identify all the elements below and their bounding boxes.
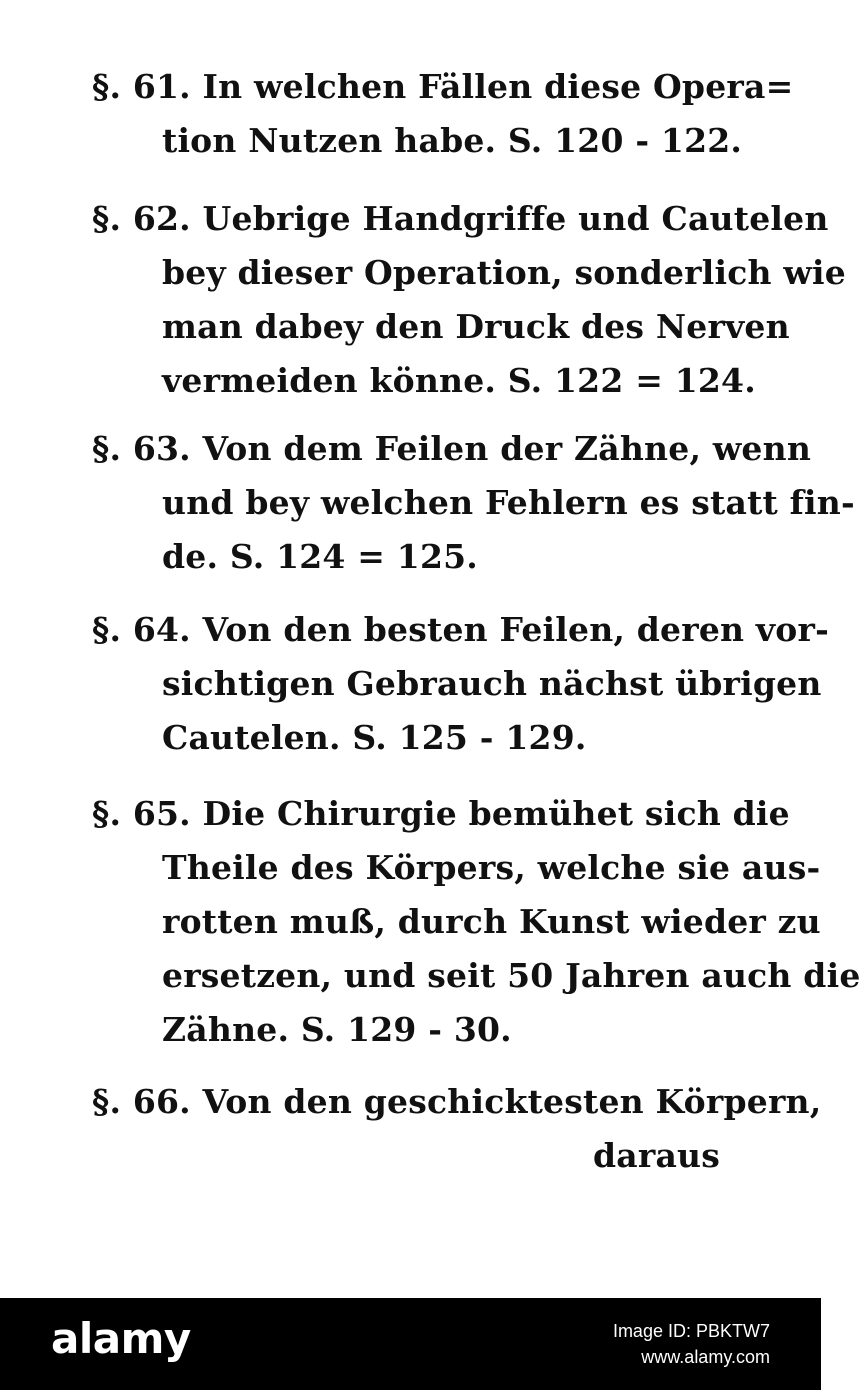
entry-61 (92, 60, 794, 168)
entry-line: Zähne. S. 129 - 30. (162, 1010, 512, 1049)
entry-62 (92, 192, 846, 408)
entry-line: sichtigen Gebrauch nächst übrigen (162, 664, 822, 703)
entry-line: rotten muß, durch Kunst wieder zu (162, 902, 821, 941)
entry-line: man dabey den Druck des Nerven (162, 307, 790, 346)
entry-line: §. 66. Von den geschicktesten Körpern, (92, 1082, 822, 1121)
entry-line: de. S. 124 = 125. (162, 537, 478, 576)
site-url: www.alamy.com (641, 1347, 770, 1367)
entry-line: vermeiden könne. S. 122 = 124. (162, 361, 756, 400)
watermark-footer (0, 1298, 821, 1390)
entry-line: ersetzen, und seit 50 Jahren auch die (162, 956, 861, 995)
alamy-logo: alamy (51, 1314, 191, 1363)
entry-66 (92, 1075, 822, 1183)
entry-65 (92, 787, 861, 1057)
entry-line: §. 62. Uebrige Handgriffe und Cautelen (92, 199, 829, 238)
entry-64 (92, 603, 829, 765)
entry-line: §. 64. Von den besten Feilen, deren vor- (92, 610, 829, 649)
image-id-value: PBKTW7 (695, 1321, 770, 1341)
entry-line: tion Nutzen habe. S. 120 - 122. (162, 121, 743, 160)
entry-63 (92, 422, 855, 584)
entry-line: §. 61. In welchen Fällen diese Opera= (92, 67, 794, 106)
image-id (613, 1320, 770, 1342)
image-id-label: Image ID: (612, 1321, 691, 1341)
entry-line: und bey welchen Fehlern es statt fin- (162, 483, 855, 522)
entry-line: Theile des Körpers, welche sie aus- (162, 848, 821, 887)
catchword: daraus (593, 1136, 720, 1175)
entry-line: §. 65. Die Chirurgie bemühet sich die (92, 794, 790, 833)
entry-line: bey dieser Operation, sonderlich wie (162, 253, 846, 292)
entry-line: Cautelen. S. 125 - 129. (162, 718, 587, 757)
entry-line: §. 63. Von dem Feilen der Zähne, wenn (92, 429, 812, 468)
